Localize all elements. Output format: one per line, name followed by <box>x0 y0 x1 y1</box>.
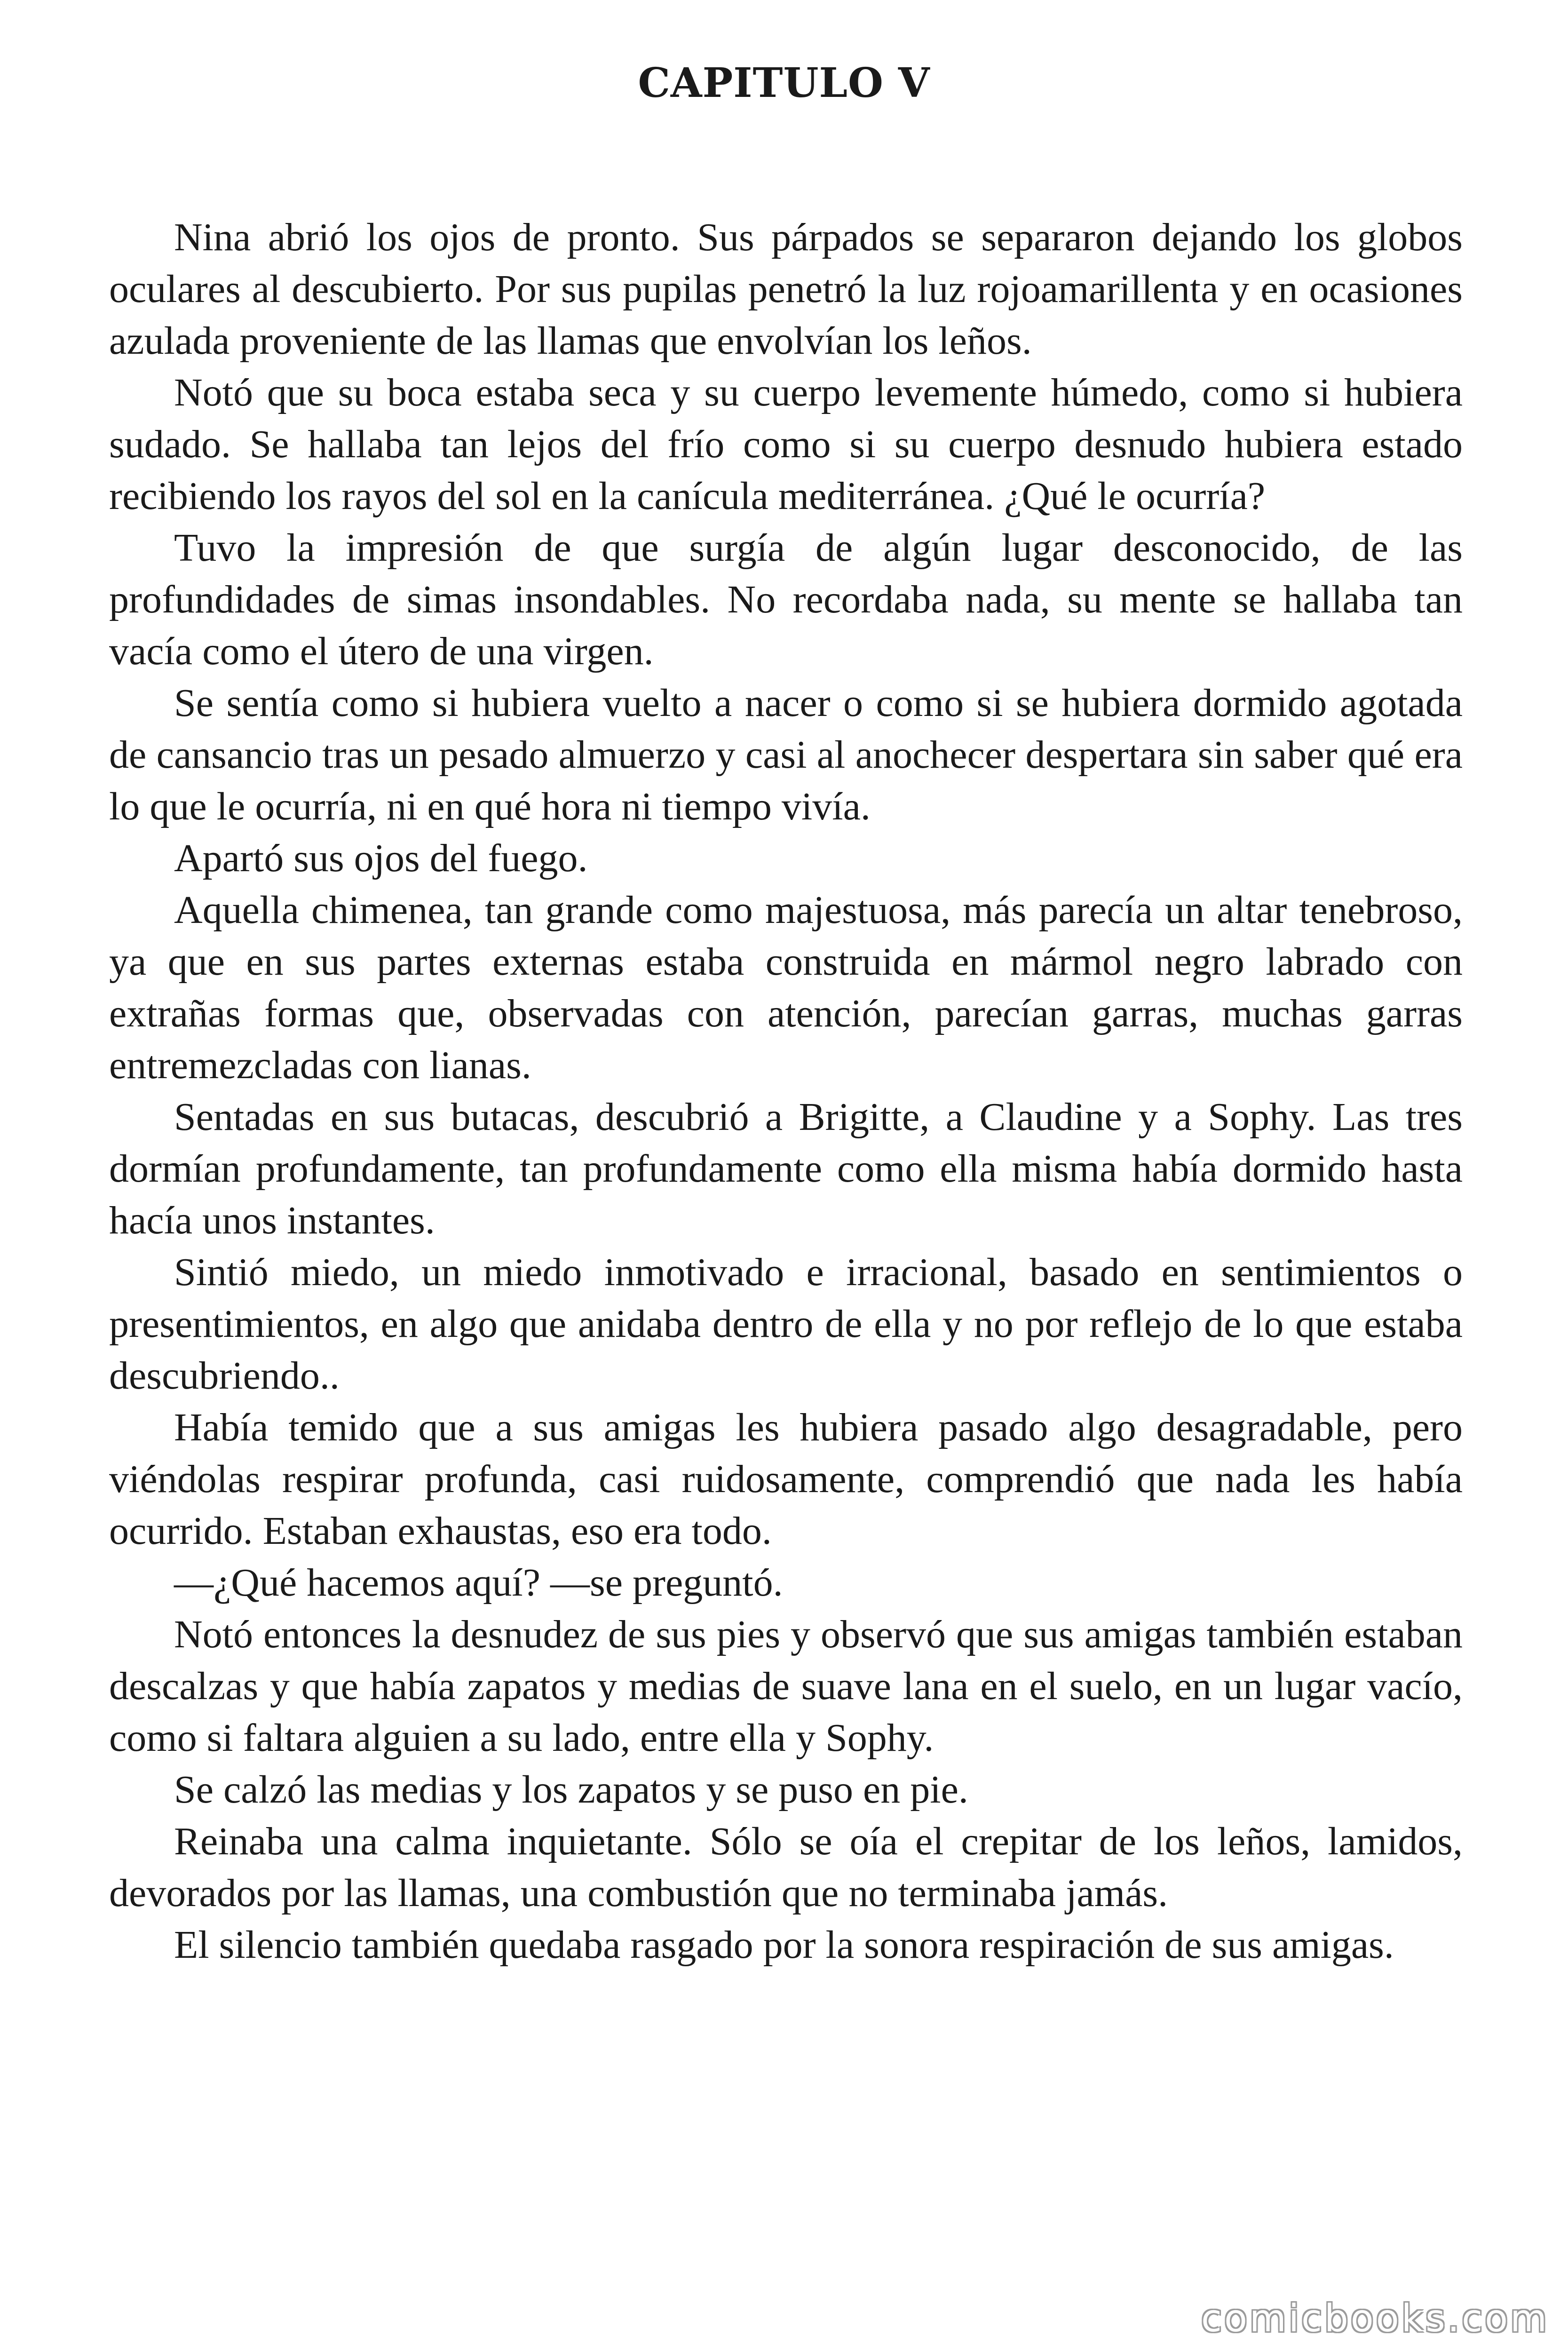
paragraph-7: Sentadas en sus butacas, descubrió a Brigitte, a Claudine y a Sophy. Las tres dormían profundamente, tan profundamente como ella misma había dormido hasta hacía unos instantes. <box>109 1095 1463 1242</box>
paragraph-10: —¿Qué hacemos aquí? —se preguntó. <box>174 1561 783 1605</box>
watermark: comicbooks.com <box>1201 2296 1549 2340</box>
paragraph-5: Apartó sus ojos del fuego. <box>174 836 588 880</box>
paragraph-13: Reinaba una calma inquietante. Sólo se oía el crepitar de los leños, lamidos, devorados por las llamas, una combustión que no terminaba jamás. <box>109 1820 1463 1915</box>
paragraph-9: Había temido que a sus amigas les hubiera pasado algo desagradable, pero viéndolas respirar profunda, casi ruidosamente, comprendió que nada les había ocurrido. Estaban exhaustas, eso era todo. <box>109 1406 1463 1553</box>
chapter-title: CAPITULO V <box>638 59 930 107</box>
paragraph-4: Se sentía como si hubiera vuelto a nacer o como si se hubiera dormido agotada de cansancio tras un pesado almuerzo y casi al anochecer despertara sin saber qué era lo que le ocurría, ni en qué hora ni tiempo vivía. <box>109 681 1463 828</box>
paragraph-3: Tuvo la impresión de que surgía de algún lugar desconocido, de las profundidades de simas insondables. No recordaba nada, su mente se hallaba tan vacía como el útero de una virgen. <box>109 526 1463 673</box>
paragraph-2: Notó que su boca estaba seca y su cuerpo levemente húmedo, como si hubiera sudado. Se hallaba tan lejos del frío como si su cuerpo desnudo hubiera estado recibiendo los rayos del sol en la canícula mediterránea. ¿Qué le ocurría? <box>109 371 1463 518</box>
paragraph-12: Se calzó las medias y los zapatos y se puso en pie. <box>174 1768 968 1812</box>
paragraph-6: Aquella chimenea, tan grande como majestuosa, más parecía un altar tenebroso, ya que en sus partes externas estaba construida en mármol negro labrado con extrañas formas que, observadas con atención, parecían garras, muchas garras entremezcladas con lianas. <box>109 888 1463 1087</box>
chapter-text <box>109 212 1463 2333</box>
paragraph-8: Sintió miedo, un miedo inmotivado e irracional, basado en sentimientos o presentimientos, en algo que anidaba dentro de ella y no por reflejo de lo que estaba descubriendo.. <box>109 1250 1463 1398</box>
paragraph-11: Notó entonces la desnudez de sus pies y observó que sus amigas también estaban descalzas y que había zapatos y medias de suave lana en el suelo, en un lugar vacío, como si faltara alguien a su lado, entre ella y Sophy. <box>109 1613 1463 1760</box>
paragraph-14: El silencio también quedaba rasgado por la sonora respiración de sus amigas. <box>174 1923 1394 1967</box>
paragraph-1: Nina abrió los ojos de pronto. Sus párpados se separaron dejando los globos oculares al descubierto. Por sus pupilas penetró la luz rojoamarillenta y en ocasiones azulada proveniente de las llamas que envolvían los leños. <box>109 215 1463 363</box>
